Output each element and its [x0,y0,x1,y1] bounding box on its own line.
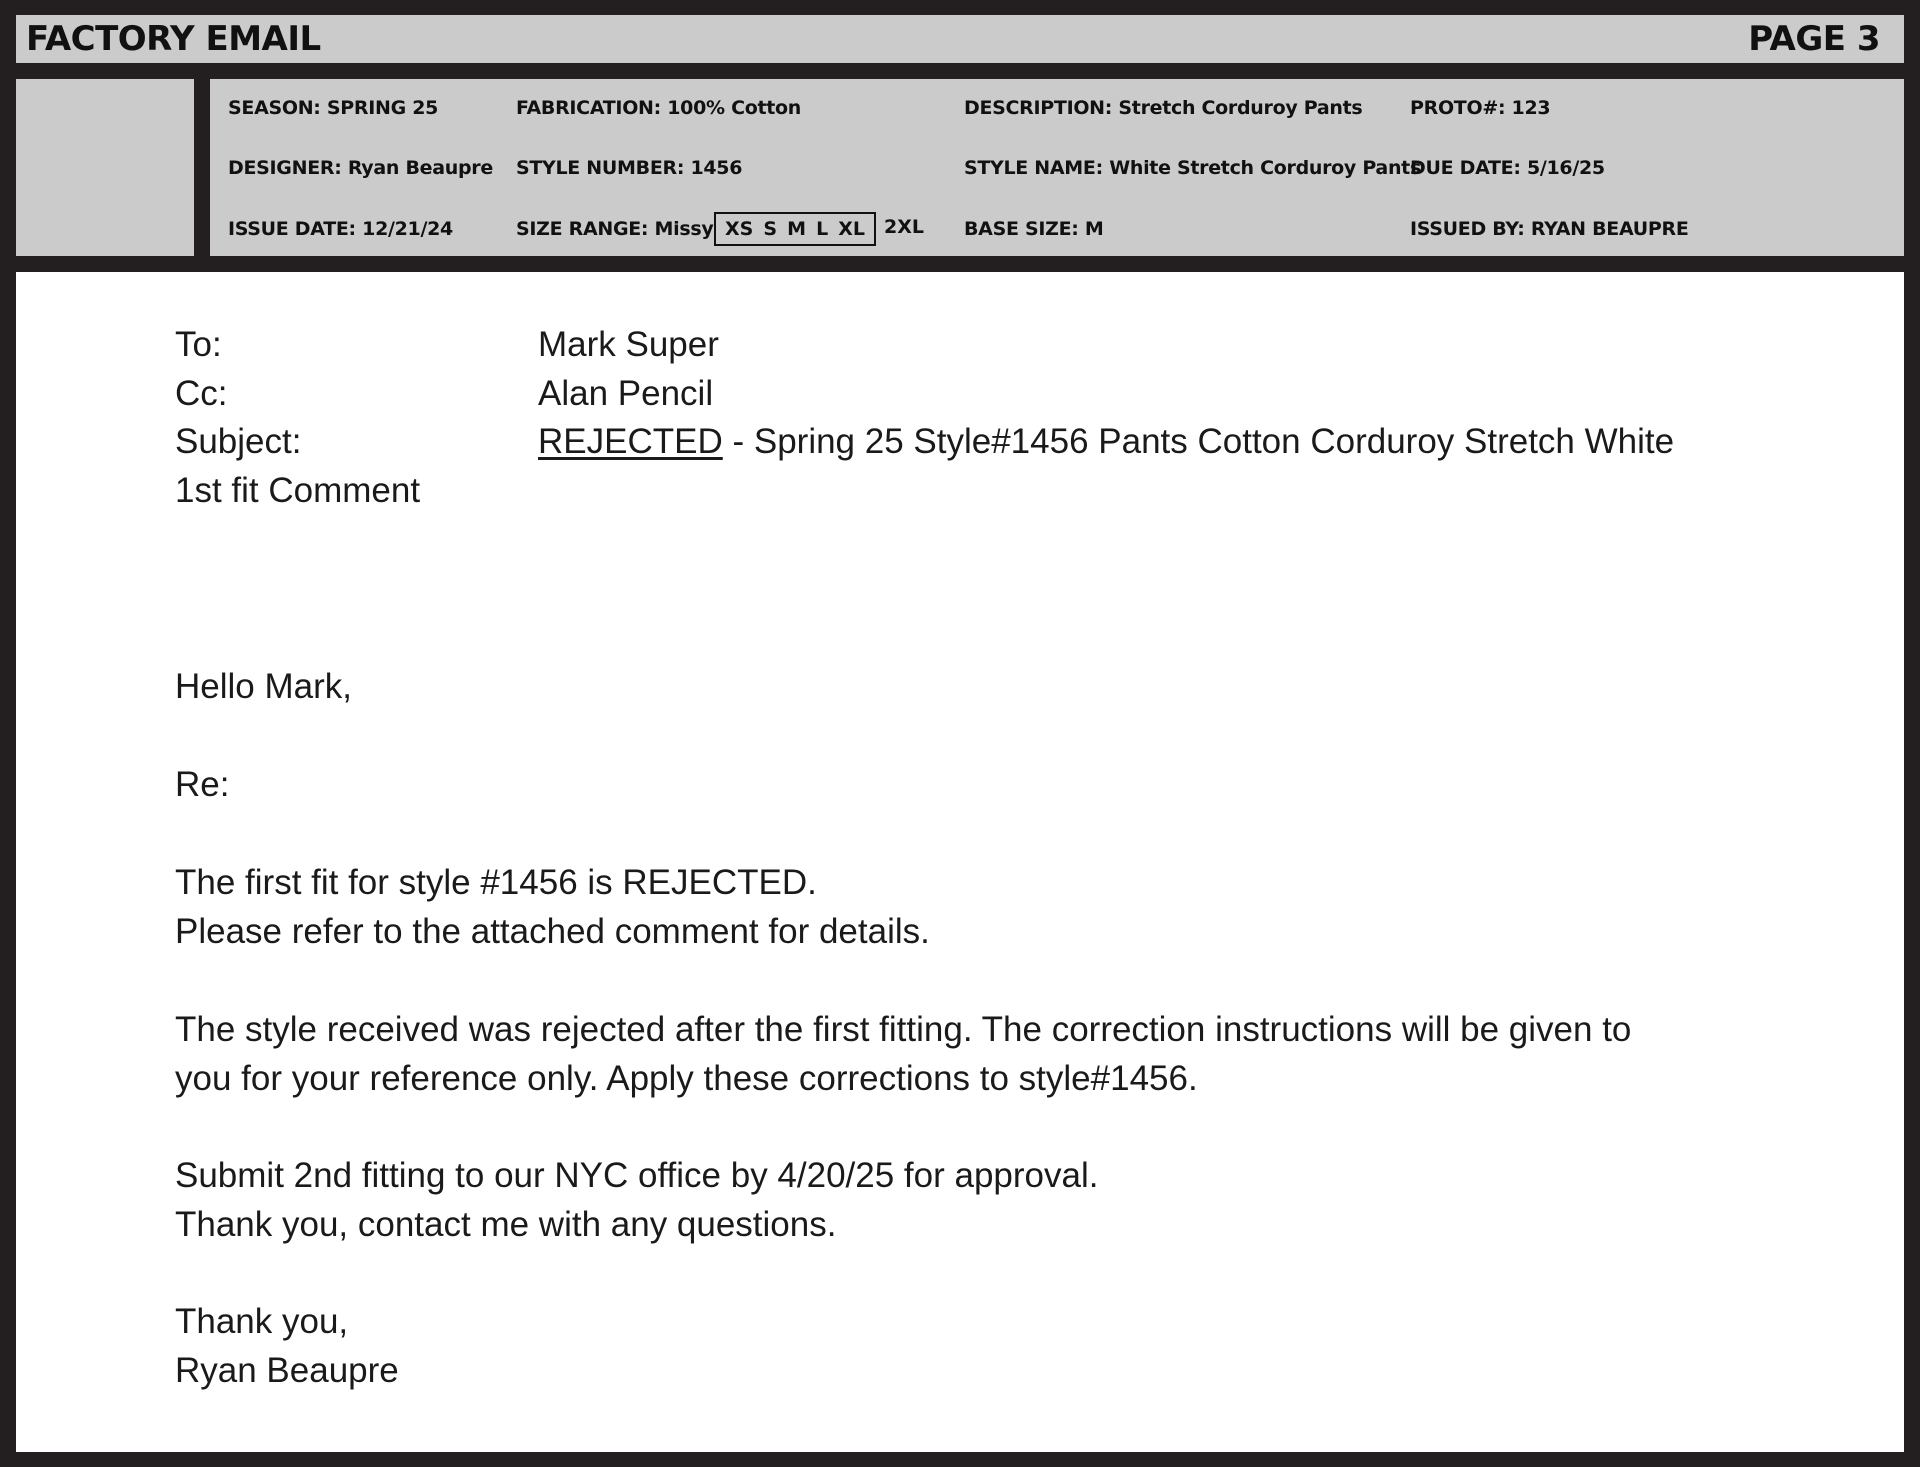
size-option: XL [838,218,865,240]
rejected-status: REJECTED [538,422,723,461]
fabrication-field: FABRICATION: 100% Cotton [516,97,802,119]
subject-text: - Spring 25 Style#1456 Pants Cotton Corduroy Stretch White [722,422,1675,461]
page-title: FACTORY EMAIL [26,19,321,59]
email-body [16,272,1904,1452]
subject-continuation: 1st fit Comment [175,471,421,510]
designer-field: DESIGNER: Ryan Beaupre [228,157,493,179]
size-range-box [714,212,876,246]
due-date-field: DUE DATE: 5/16/25 [1410,157,1605,179]
page-number: PAGE 3 [1748,19,1880,59]
subject-label: Subject: [175,422,302,461]
size-range-label: SIZE RANGE: Missy [516,218,714,240]
style-number-field: STYLE NUMBER: 1456 [516,157,743,179]
paragraph-line: you for your reference only. Apply these corrections to style#1456. [175,1059,1198,1098]
size-option: L [816,218,829,240]
size-option: M [787,218,807,240]
greeting: Hello Mark, [175,667,352,706]
left-block [16,79,194,256]
paragraph-line: The first fit for style #1456 is REJECTED. [175,863,817,902]
paragraph-line: Thank you, contact me with any questions. [175,1205,837,1244]
title-bar [16,15,1904,63]
to-label: To: [175,325,222,364]
base-size-field: BASE SIZE: M [964,218,1104,240]
cc-label: Cc: [175,374,228,413]
issued-by-field: ISSUED BY: RYAN BEAUPRE [1410,218,1689,240]
subject-value [538,420,1674,464]
paragraph-line: Submit 2nd fitting to our NYC office by 4/20/25 for approval. [175,1156,1099,1195]
size-option: XS [725,218,754,240]
closing: Thank you, [175,1302,349,1341]
issue-date-field: ISSUE DATE: 12/21/24 [228,218,453,240]
to-value: Mark Super [538,325,719,364]
description-field: DESCRIPTION: Stretch Corduroy Pants [964,97,1363,119]
signature: Ryan Beaupre [175,1351,399,1390]
cc-value: Alan Pencil [538,374,714,413]
season-field: SEASON: SPRING 25 [228,97,439,119]
proto-field: PROTO#: 123 [1410,97,1551,119]
size-extra: 2XL [884,216,924,238]
paragraph-line: The style received was rejected after the first fitting. The correction instructions will be given to [175,1010,1632,1049]
size-option: S [763,218,778,240]
re-line: Re: [175,765,230,804]
style-name-field: STYLE NAME: White Stretch Corduroy Pants [964,157,1421,179]
paragraph-line: Please refer to the attached comment for details. [175,912,930,951]
